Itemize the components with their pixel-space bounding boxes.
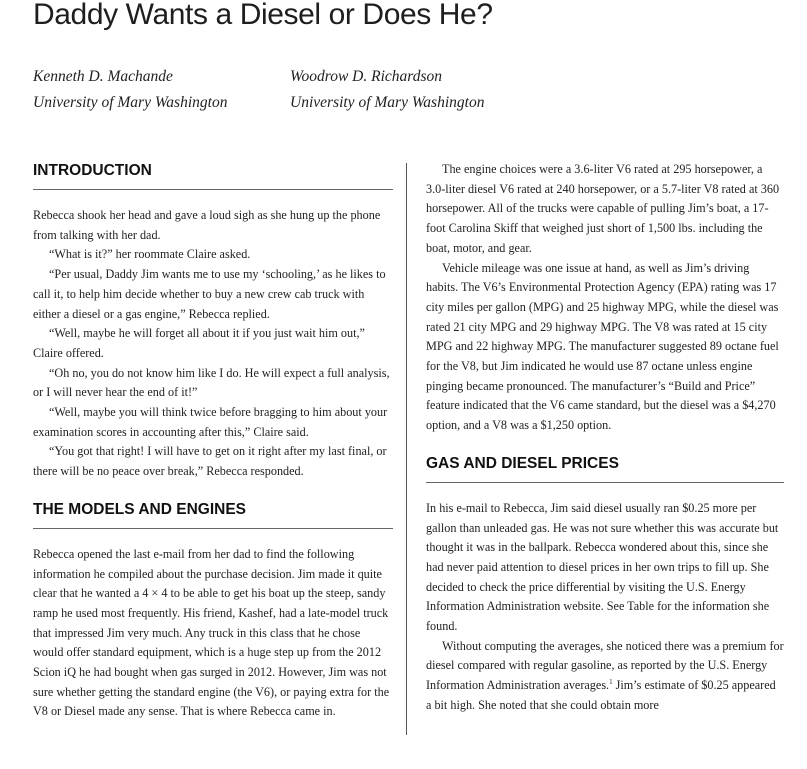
author-name: Kenneth D. Machande [33,68,173,85]
paragraph: “Oh no, you do not know him like I do. He will expect a full analysis, or I will never hear the end of it!” [33,365,390,400]
section-heading-gas-diesel-prices: GAS AND DIESEL PRICES [426,454,619,472]
paragraph: Vehicle mileage was one issue at hand, as well as Jim’s driving habits. The V6’s Environmental Protection Agency (EPA) rating was 17 city miles per gallon (MPG) and 25 highway MPG, while the diesel was rated 21 city MPG and 29 highway MPG. The V8 was rated at 15 city MPG and 22 highway MPG. The manufacturer suggested 89 octane fuel for the V8, but Jim indicated he would use 87 octane unless engine pinging became pronounced. The manufacturer’s “Build and Price” feature indicated that the V6 came standard, but the diesel was a $4,270 option, and a V8 was a $1,250 option. [426,260,779,433]
paragraph [426,637,784,716]
author-affiliation: University of Mary Washington [33,94,228,111]
paragraph: “What is it?” her roommate Claire asked. [49,247,251,262]
section-heading-models-engines: THE MODELS AND ENGINES [33,500,246,518]
paragraph: “Well, maybe he will forget all about it if you just wait him out,” Claire offered. [33,326,365,360]
section-heading-introduction: INTRODUCTION [33,162,152,179]
author-block-2 [290,64,484,116]
author-name: Woodrow D. Richardson [290,68,442,85]
paragraph: The engine choices were a 3.6-liter V6 rated at 295 horsepower, a 3.0-liter diesel V6 rated at 240 horsepower, or a 5.7-liter V8 rated at 360 horsepower. All of the trucks were capable of pulling Jim’s boat, a 17-foot Carolina Skiff that weighed just short of 1,500 lbs. including the boat, motor, and gear. [426,162,780,255]
author-block-1 [33,64,227,116]
paper-title: Daddy Wants a Diesel or Does He? [33,0,493,31]
paragraph-text: Without computing the averages, she noticed there was a premium for diesel compared with regular gasoline, as reported by the U.S. Energy Information Administration averages. [426,638,784,693]
paragraph: “Per usual, Daddy Jim wants me to use my ‘schooling,’ as he likes to call it, to help him decide whether to buy a new crew cab truck with either a diesel or a gas engine,” Rebecca replied. [33,267,386,321]
paragraph: Rebecca shook her head and gave a loud sigh as she hung up the phone from talking with her dad. [33,208,381,242]
column-divider [406,163,407,735]
paragraph-text: Jim’s estimate of $0.25 appeared a bit high. She noted that she could obtain more [426,678,776,712]
left-column [33,160,393,722]
paragraph: In his e-mail to Rebecca, Jim said diesel usually ran $0.25 more per gallon than unleaded gas. He was not sure whether this was accurate but thought it was in the ballpark. Rebecca wondered about this, since she had never paid attention to diesel prices in her own trips to fill up. She decided to check the price differential by visiting the U.S. Energy Information Administration website. See Table for the information she found. [426,500,779,634]
author-affiliation: University of Mary Washington [290,94,485,111]
paragraph: “Well, maybe you will think twice before bragging to him about your examination scores in accounting after this,” Claire said. [33,405,388,439]
paragraph: Rebecca opened the last e-mail from her dad to find the following information he compiled about the purchase decision. Jim made it quite clear that he wanted a 4 × 4 to be able to get his boat up the steep, sandy ramp he used most frequently. His friend, Kashef, had a late-model truck that impressed Jim very much. Any truck in this class that he chose would offer standard equipment, which is a huge step up from the 2012 Scion iQ he had bought when gas surged in 2012. However, Jim was not sure whether getting the standard engine (the V6), or paying extra for the V8 or Diesel made any sense. That is where Rebecca came in. [33,546,390,719]
paragraph: “You got that right! I will have to get on it right after my last final, or there will be no peace over break,” Rebecca responded. [33,444,387,479]
footnote-ref[interactable]: 1 [609,678,613,687]
right-column [426,160,784,716]
